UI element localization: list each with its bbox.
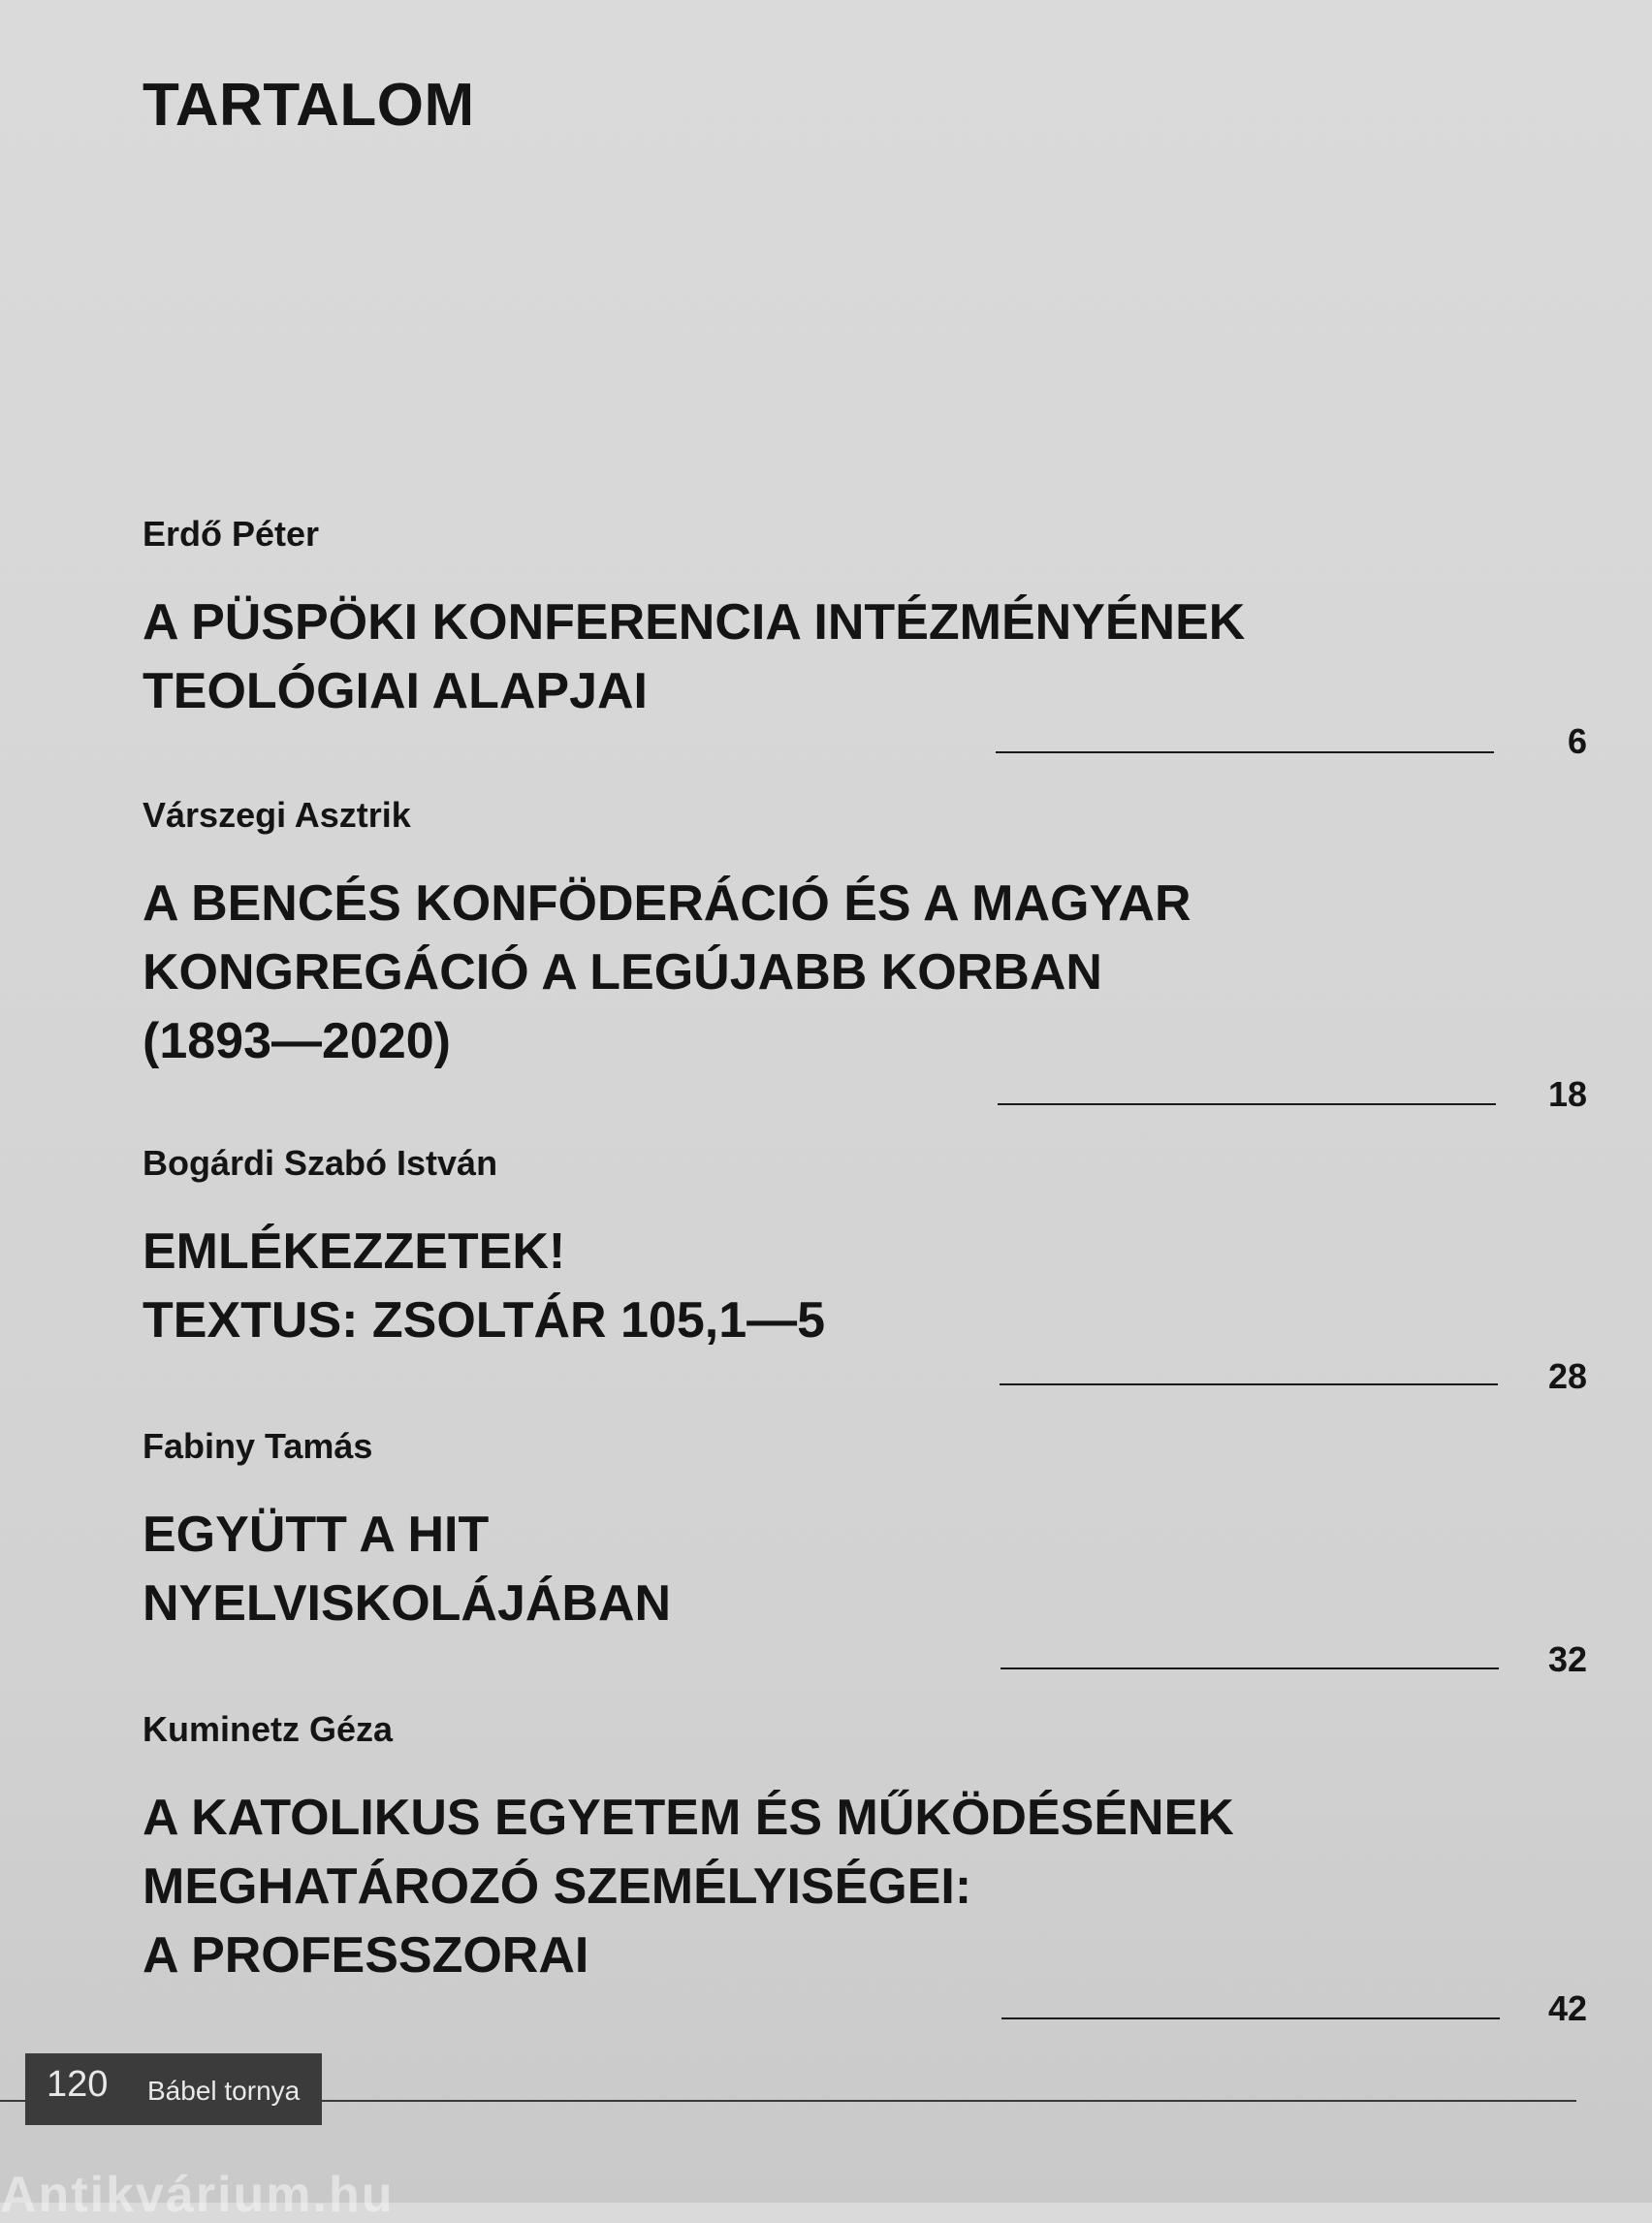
entry-page-number: 6 [1567, 721, 1587, 761]
entry-author: Bogárdi Szabó István [143, 1143, 498, 1183]
footer-publication-name: Bábel tornya [147, 2076, 301, 2106]
entry-page-number: 42 [1547, 1988, 1587, 2028]
entry-title [143, 588, 1587, 726]
entry-title-line: A PÜSPÖKI KONFERENCIA INTÉZMÉNYÉNEK [143, 594, 1246, 651]
entry-title-line: TEOLÓGIAI ALAPJAI [143, 663, 648, 719]
entry-author: Erdő Péter [143, 514, 320, 554]
leader-line [996, 751, 1494, 753]
entry-page-number: 18 [1547, 1074, 1587, 1114]
entry-title-block [143, 1218, 1587, 1396]
entry-title-block [143, 1784, 1587, 2028]
entry-title-line: EGYÜTT A HIT [143, 1507, 490, 1563]
toc-entry[interactable] [143, 1426, 1587, 1679]
entry-title-block [143, 1501, 1587, 1679]
entry-title-line: A BENCÉS KONFÖDERÁCIÓ ÉS A MAGYAR [143, 875, 1191, 932]
entry-title-line: KONGREGÁCIÓ A LEGÚJABB KORBAN [143, 944, 1102, 1000]
entry-author: Várszegi Asztrik [143, 795, 411, 835]
entry-title-line: MEGHATÁROZÓ SZEMÉLYISÉGEI: [143, 1858, 972, 1915]
leader-line [1000, 1383, 1498, 1385]
footer-label-box [25, 2053, 322, 2125]
leader-line [998, 1103, 1496, 1105]
footer-page-number: 120 [47, 2064, 109, 2105]
toc-entry[interactable] [143, 795, 1587, 1114]
toc-entry[interactable] [143, 514, 1587, 761]
entry-title [143, 1784, 1587, 1990]
entry-title-line: EMLÉKEZZETEK! [143, 1223, 566, 1280]
watermark: Antikvárium.hu [0, 2167, 395, 2223]
entry-author: Fabiny Tamás [143, 1426, 373, 1466]
entry-title-line: NYELVISKOLÁJÁBAN [143, 1575, 672, 1632]
entry-title-line: A PROFESSZORAI [143, 1927, 589, 1984]
entry-title-block [143, 870, 1587, 1114]
entry-page-number: 32 [1547, 1639, 1587, 1679]
entry-title-line: A KATOLIKUS EGYETEM ÉS MŰKÖDÉSÉNEK [143, 1790, 1234, 1846]
entry-title-block [143, 588, 1587, 761]
toc-entry[interactable] [143, 1143, 1587, 1396]
toc-entry[interactable] [143, 1709, 1587, 2028]
entry-title-line: TEXTUS: ZSOLTÁR 105,1—5 [143, 1292, 826, 1349]
entry-title [143, 1501, 1587, 1638]
entry-title-line: (1893—2020) [143, 1013, 451, 1069]
entry-page-number: 28 [1547, 1356, 1587, 1396]
leader-line [1001, 2017, 1500, 2019]
entry-author: Kuminetz Géza [143, 1709, 394, 1749]
leader-line [1001, 1667, 1499, 1669]
page-footer [0, 2053, 1652, 2125]
entry-title [143, 870, 1587, 1076]
entry-title [143, 1218, 1587, 1355]
page-title: TARTALOM [143, 72, 475, 139]
